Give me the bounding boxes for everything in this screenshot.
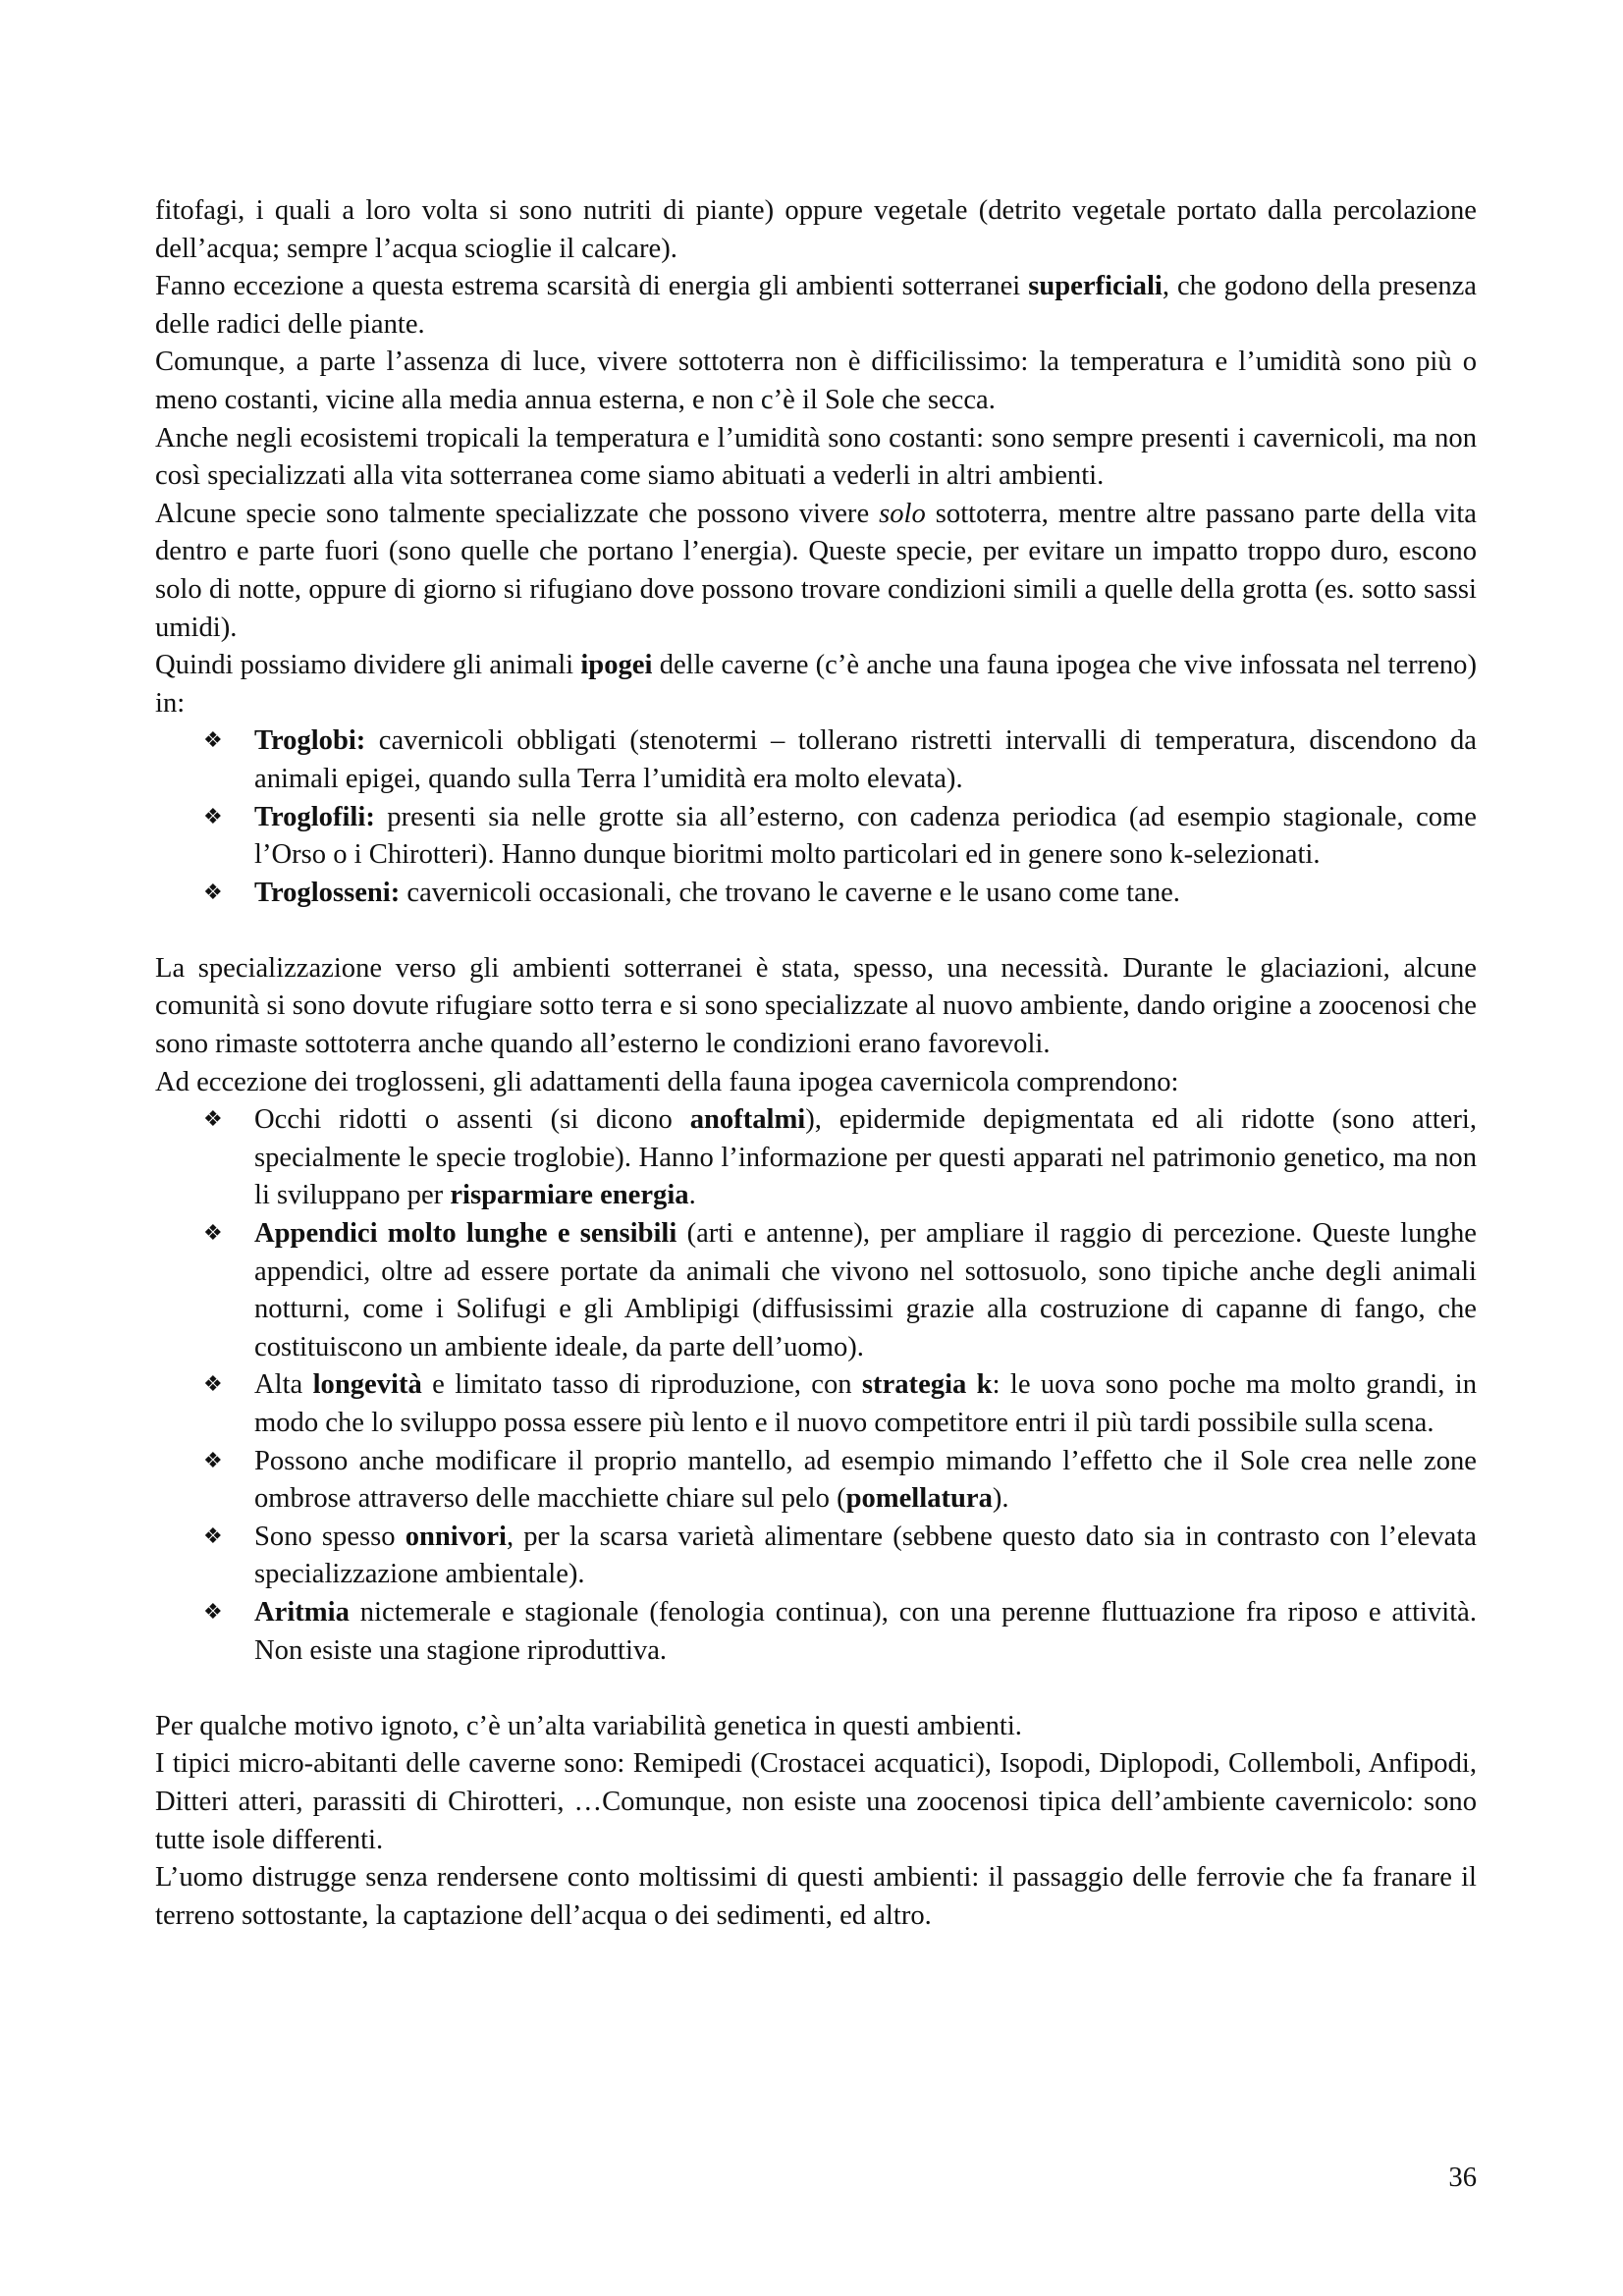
page-body: [155, 192, 1477, 1935]
paragraph: [155, 496, 1477, 647]
text-run: I tipici micro-abitanti delle caverne sono: Remipedi (Crostacei acquatici), Isopodi, Diplopodi, Collemboli, Anfipodi, Ditteri atteri, parassiti di Chirotteri, …Comunque, non esiste una zoocenosi tipica dell’ambiente cavernicolo: sono tutte isole differenti.: [155, 1748, 1477, 1855]
text-run: La specializzazione verso gli ambienti sotterranei è stata, spesso, una necessità. Durante le glaciazioni, alcune comunità si sono dovute rifugiare sotto terra e si sono specializzate al nuovo ambiente, dando origine a zoocenosi che sono rimaste sottoterra anche quando all’esterno le condizioni erano favorevoli.: [155, 952, 1477, 1060]
text-run: Ad eccezione dei troglosseni, gli adattamenti della fauna ipogea cavernicola comprendono:: [155, 1066, 1179, 1097]
bold-term: Appendici molto lunghe e sensibili: [254, 1218, 677, 1250]
list-item: [203, 875, 1477, 913]
bold-term: strategia k: [861, 1369, 993, 1401]
paragraph: [155, 192, 1477, 268]
text-run: cavernicoli obbligati (stenotermi – tollerano ristretti intervalli di temperatura, discendono da animali epigei, quando sulla Terra l’umidità era molto elevata).: [254, 725, 1477, 794]
paragraph: [155, 268, 1477, 344]
list-item: [203, 1101, 1477, 1215]
list-item: [203, 1215, 1477, 1366]
text-run: sottoterra, mentre altre passano parte della vita dentro e parte fuori (sono quelle che portano l’energia). Queste specie, per evitare un impatto troppo duro, escono solo di notte, oppure di giorno si rifugiano dove possono trovare condizioni simili a quelle della grotta (es. sotto sassi umidi).: [155, 498, 1477, 643]
text-run: Sono spesso: [254, 1521, 406, 1552]
bold-term: ipogei: [580, 650, 653, 681]
text-run: Alcune specie sono talmente specializzate che possono vivere: [155, 498, 880, 529]
text-run: L’uomo distrugge senza rendersene conto moltissimi di questi ambienti: il passaggio delle ferrovie che fa franare il terreno sottostante, la captazione dell’acqua o dei sedimenti, ed altro.: [155, 1862, 1477, 1931]
diamond-bullet-icon: ❖: [203, 1599, 223, 1625]
list-item: [203, 1443, 1477, 1519]
paragraph: [155, 647, 1477, 722]
paragraph-gap: [155, 912, 1477, 950]
paragraph: [155, 344, 1477, 419]
text-run: ), epidermide depigmentata ed ali ridotte (sono atteri, specialmente le specie troglobie). Hanno l’informazione per questi apparati nel patrimonio genetico, ma non li sviluppano per: [254, 1104, 1477, 1211]
paragraph: [155, 1708, 1477, 1746]
text-run: : le uova sono poche ma molto grandi, in modo che lo sviluppo possa essere più lento e il nuovo competitore entri il più tardi possibile sulla scena.: [254, 1369, 1477, 1438]
italic-term: solo: [879, 498, 926, 529]
page-number: 36: [1448, 2163, 1477, 2193]
text-run: Comunque, a parte l’assenza di luce, vivere sottoterra non è difficilissimo: la temperatura e l’umidità sono più o meno costanti, vicine alla media annua esterna, e non c’è il Sole che secca.: [155, 347, 1477, 415]
list-item: [203, 1594, 1477, 1670]
paragraph: [155, 1745, 1477, 1859]
text-run: presenti sia nelle grotte sia all’esterno, con cadenza periodica (ad esempio stagionale, come l’Orso o i Chirotteri). Hanno dunque bioritmi molto particolari ed in genere sono k-selezionati.: [254, 801, 1477, 871]
diamond-bullet-icon: ❖: [203, 728, 223, 754]
diamond-bullet-icon: ❖: [203, 1221, 223, 1247]
bold-term: anoftalmi: [689, 1104, 806, 1136]
list-item: [203, 799, 1477, 875]
cave-fauna-categories-list: [155, 722, 1477, 912]
text-run: Anche negli ecosistemi tropicali la temperatura e l’umidità sono costanti: sono sempre presenti i cavernicoli, ma non così specializzati alla vita sotterranea come siamo abituati a vederli in altri ambienti.: [155, 422, 1477, 492]
bold-term: onnivori: [405, 1521, 507, 1552]
closing-paragraphs: [155, 1708, 1477, 1936]
paragraph-gap: [155, 1670, 1477, 1708]
diamond-bullet-icon: ❖: [203, 880, 223, 905]
diamond-bullet-icon: ❖: [203, 804, 223, 829]
paragraph: [155, 1064, 1477, 1102]
bold-term: Troglosseni:: [254, 877, 401, 908]
text-run: Possono anche modificare il proprio mantello, ad esempio mimando l’effetto che il Sole crea nelle zone ombrose attraverso delle macchiette chiare sul pelo (: [254, 1445, 1477, 1515]
text-run: fitofagi, i quali a loro volta si sono nutriti di piante) oppure vegetale (detrito vegetale portato dalla percolazione dell’acqua; sempre l’acqua scioglie il calcare).: [155, 195, 1477, 264]
list-item: [203, 1519, 1477, 1594]
paragraph: [155, 420, 1477, 496]
text-run: nictemerale e stagionale (fenologia continua), con una perenne fluttuazione fra riposo e attività. Non esiste una stagione riproduttiva.: [254, 1596, 1477, 1666]
bold-term: Troglobi:: [254, 725, 366, 757]
text-run: Occhi ridotti o assenti (si dicono: [254, 1104, 690, 1136]
bold-term: longevità: [312, 1369, 422, 1401]
bold-term: Aritmia: [254, 1596, 350, 1628]
text-run: Quindi possiamo dividere gli animali: [155, 650, 581, 681]
paragraph: [155, 1859, 1477, 1935]
text-run: (arti e antenne), per ampliare il raggio di percezione. Queste lunghe appendici, oltre ad essere portate da animali che vivono nel sottosuolo, sono tipiche anche degli animali notturni, come i Solifugi e gli Amblipigi (diffusissimi grazie alla costruzione di capanne di fango, che costituiscono un ambiente ideale, da parte dell’uomo).: [254, 1218, 1477, 1362]
paragraph: [155, 950, 1477, 1064]
text-run: , per la scarsa varietà alimentare (sebbene questo dato sia in contrasto con l’elevata specializzazione ambientale).: [254, 1521, 1477, 1590]
text-run: , che godono della presenza delle radici delle piante.: [155, 271, 1477, 340]
text-run: Alta: [254, 1369, 313, 1401]
bold-term: pomellatura: [845, 1483, 993, 1515]
text-run: delle caverne (c’è anche una fauna ipogea che vive infossata nel terreno) in:: [155, 650, 1477, 719]
text-run: Fanno eccezione a questa estrema scarsità di energia gli ambienti sotterranei: [155, 271, 1029, 302]
list-item: [203, 722, 1477, 798]
text-run: e limitato tasso di riproduzione, con: [421, 1369, 862, 1401]
bold-term: risparmiare energia: [450, 1180, 689, 1211]
list-item: [203, 1366, 1477, 1442]
diamond-bullet-icon: ❖: [203, 1448, 223, 1473]
text-run: cavernicoli occasionali, che trovano le caverne e le usano come tane.: [400, 877, 1180, 908]
bold-term: Troglofili:: [254, 801, 375, 832]
adaptations-list: [155, 1101, 1477, 1670]
specialization-paragraphs: [155, 950, 1477, 1101]
bold-term: superficiali: [1028, 271, 1163, 302]
text-run: .: [688, 1180, 696, 1211]
text-run: ).: [992, 1483, 1009, 1515]
text-run: Per qualche motivo ignoto, c’è un’alta variabilità genetica in questi ambienti.: [155, 1710, 1022, 1741]
diamond-bullet-icon: ❖: [203, 1372, 223, 1398]
diamond-bullet-icon: ❖: [203, 1523, 223, 1549]
intro-paragraphs: [155, 192, 1477, 722]
diamond-bullet-icon: ❖: [203, 1107, 223, 1133]
